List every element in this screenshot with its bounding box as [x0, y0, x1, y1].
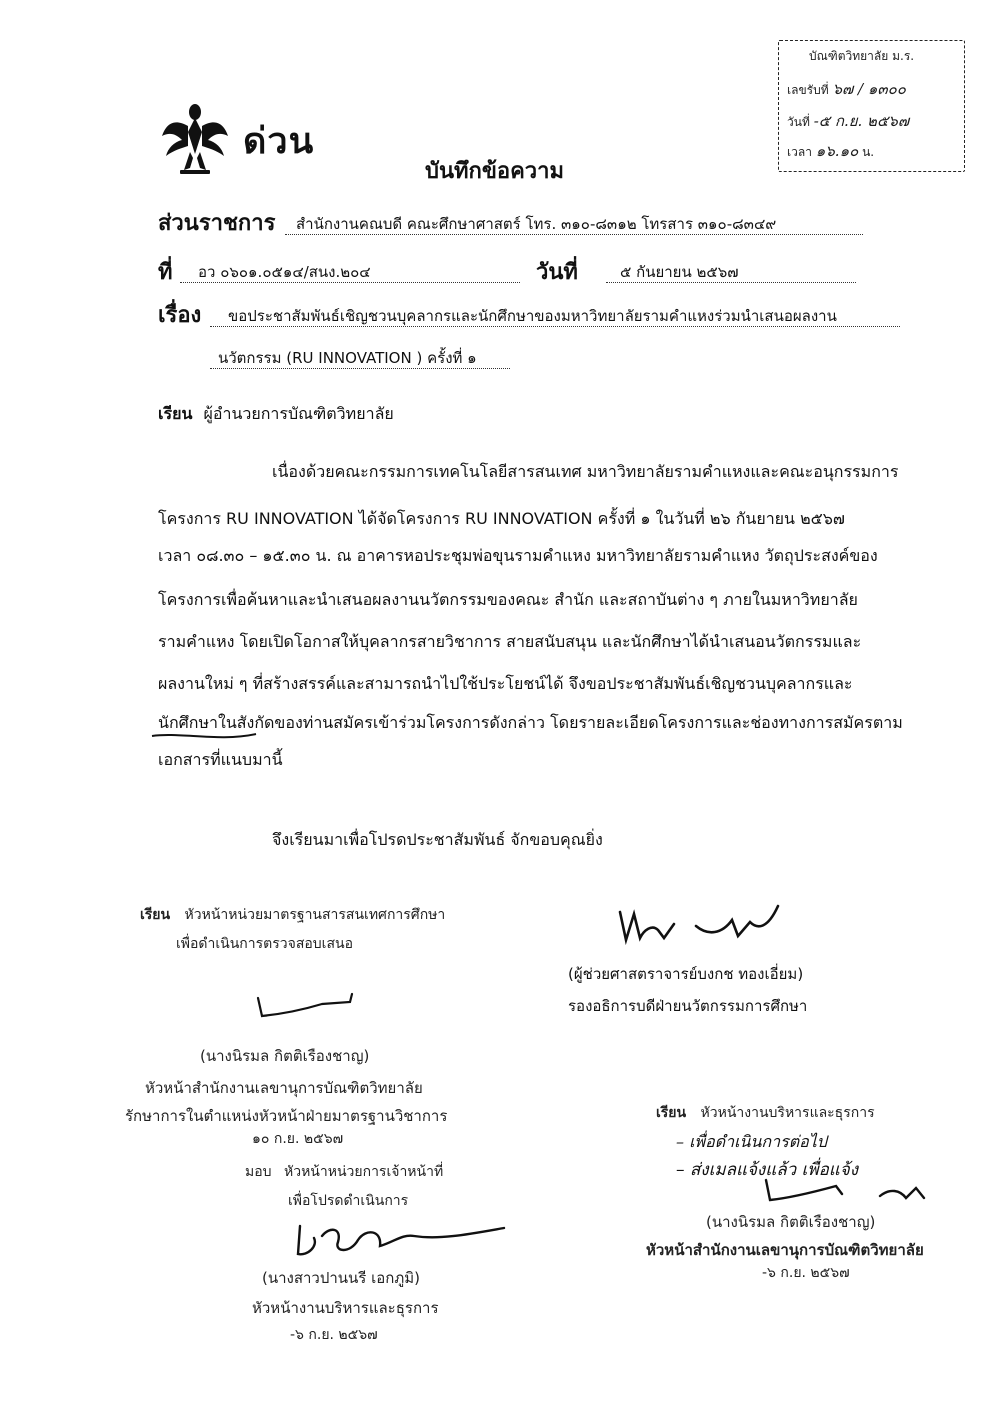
note1-signature-icon	[252, 992, 362, 1022]
subject-dotline-2	[210, 368, 510, 369]
dept-value: สำนักงานคณบดี คณะศึกษาศาสตร์ โทร. ๓๑๐-๘๓๑๒ โทรสาร ๓๑๐-๘๓๔๙	[296, 215, 777, 233]
note3-signature-icon	[760, 1172, 940, 1206]
ref-dotline	[180, 282, 520, 283]
stamp-recv-value: ๖๗ / ๑๓๐๐	[832, 80, 906, 98]
subject-dotline-1	[210, 326, 900, 327]
body-line-7: นักศึกษาในสังกัดของท่านสมัครเข้าร่วมโครงการดังกล่าว โดยรายละเอียดโครงการและช่องทางการสมัครตาม	[158, 713, 903, 732]
dept-dotline	[285, 234, 863, 235]
note2-date: -๖ ก.ย. ๒๕๖๗	[290, 1327, 378, 1343]
note3-position: หัวหน้าสำนักงานเลขานุการบัณฑิตวิทยาลัย	[646, 1241, 924, 1259]
note2-assign-label: มอบ	[245, 1164, 272, 1180]
to-label: เรียน	[158, 404, 193, 423]
urgent-stamp: ด่วน	[243, 121, 315, 162]
body-line-1: เนื่องด้วยคณะกรรมการเทคโนโลยีสารสนเทศ มหาวิทยาลัยรามคำแหงและคณะอนุกรรมการ	[272, 462, 899, 481]
stamp-date-value: -๕ ก.ย. ๒๕๖๗	[813, 112, 910, 130]
body-line-5: รามคำแหง โดยเปิดโอกาสให้บุคลากรสายวิชาการ สายสนับสนุน และนักศึกษาได้นำเสนอนวัตกรรมและ	[158, 632, 862, 651]
to-value: ผู้อำนวยการบัณฑิตวิทยาลัย	[203, 404, 394, 423]
signer-signature-icon	[612, 900, 792, 950]
subject-label: เรื่อง	[158, 303, 202, 328]
closing-text: จึงเรียนมาเพื่อโปรดประชาสัมพันธ์ จักขอบคุณยิ่ง	[272, 830, 603, 849]
stamp-date-label: วันที่	[787, 115, 810, 129]
note2-position: หัวหน้างานบริหารและธุรการ	[252, 1299, 439, 1317]
note2-signature-icon	[290, 1216, 510, 1260]
subject-line-2: นวัตกรรม (RU INNOVATION ) ครั้งที่ ๑	[218, 349, 477, 367]
date-value: ๕ กันยายน ๒๕๖๗	[620, 263, 739, 281]
note2-purpose: เพื่อโปรดดำเนินการ	[288, 1193, 409, 1209]
stamp-time-label: เวลา	[787, 145, 812, 159]
note1-to-value: หัวหน้าหน่วยมาตรฐานสารสนเทศการศึกษา	[184, 907, 446, 923]
note3-to-value: หัวหน้างานบริหารและธุรการ	[700, 1105, 875, 1121]
stamp-time-unit: น.	[862, 145, 875, 159]
signer-name: (ผู้ช่วยศาสตราจารย์บงกช ทองเอี่ยม)	[568, 965, 804, 983]
note1-to-label: เรียน	[140, 907, 171, 923]
note1-name: (นางนิรมล กิตติเรืองชาญ)	[200, 1047, 370, 1065]
note2-name: (นางสาวปานนรี เอกภูมิ)	[262, 1269, 420, 1287]
dept-label: ส่วนราชการ	[158, 211, 276, 236]
body-line-3: เวลา ๐๘.๓๐ – ๑๕.๓๐ น. ณ อาคารหอประชุมพ่อขุนรามคำแหง มหาวิทยาลัยรามคำแหง วัตถุประสงค์ของ	[158, 546, 878, 565]
body-line-6: ผลงานใหม่ ๆ ที่สร้างสรรค์และสามารถนำไปใช้ประโยชน์ได้ จึงขอประชาสัมพันธ์เชิญชวนบุคลากรและ	[158, 674, 853, 693]
note2-assign-value: หัวหน้าหน่วยการเจ้าหน้าที่	[283, 1164, 444, 1180]
ref-label: ที่	[158, 260, 173, 285]
ref-value: อว ๐๖๐๑.๐๕๑๔/สนง.๒๐๔	[198, 263, 371, 281]
received-stamp	[778, 40, 965, 172]
note1-purpose: เพื่อดำเนินการตรวจสอบเสนอ	[176, 936, 353, 952]
note3-date: -๖ ก.ย. ๒๕๖๗	[762, 1265, 850, 1281]
handwritten-underline	[150, 728, 260, 742]
body-line-4: โครงการเพื่อค้นหาและนำเสนอผลงานนวัตกรรมของคณะ สำนัก และสถาบันต่าง ๆ ภายในมหาวิทยาลัย	[158, 590, 858, 609]
memo-title: บันทึกข้อความ	[425, 159, 565, 184]
note3-line-2: – ส่งเมลแจ้งแล้ว เพื่อแจ้ง	[676, 1160, 859, 1180]
note1-date: ๑๐ ก.ย. ๒๕๖๗	[252, 1131, 344, 1147]
note1-position-1: หัวหน้าสำนักงานเลขานุการบัณฑิตวิทยาลัย	[145, 1079, 423, 1097]
signer-position: รองอธิการบดีฝ่ายนวัตกรรมการศึกษา	[568, 997, 808, 1015]
subject-line-1: ขอประชาสัมพันธ์เชิญชวนบุคลากรและนักศึกษาของมหาวิทยาลัยรามคำแหงร่วมนำเสนอผลงาน	[228, 307, 837, 325]
note3-to-label: เรียน	[656, 1105, 687, 1121]
date-dotline	[606, 282, 856, 283]
note3-name: (นางนิรมล กิตติเรืองชาญ)	[706, 1213, 876, 1231]
body-line-8: เอกสารที่แนบมานี้	[158, 750, 283, 769]
stamp-recv-label: เลขรับที่	[787, 83, 829, 97]
date-label: วันที่	[536, 260, 578, 285]
garuda-emblem-icon	[160, 102, 230, 178]
note3-line-1: – เพื่อดำเนินการต่อไป	[676, 1132, 827, 1151]
stamp-time-value: ๑๖.๑๐	[815, 142, 859, 160]
note1-position-2: รักษาการในตำแหน่งหัวหน้าฝ่ายมาตรฐานวิชาการ	[125, 1107, 448, 1125]
stamp-org: บัณฑิตวิทยาลัย ม.ร.	[809, 49, 915, 63]
body-line-2: โครงการ RU INNOVATION ได้จัดโครงการ RU INNOVATION ครั้งที่ ๑ ในวันที่ ๒๖ กันยายน ๒๕๖๗	[158, 509, 845, 528]
